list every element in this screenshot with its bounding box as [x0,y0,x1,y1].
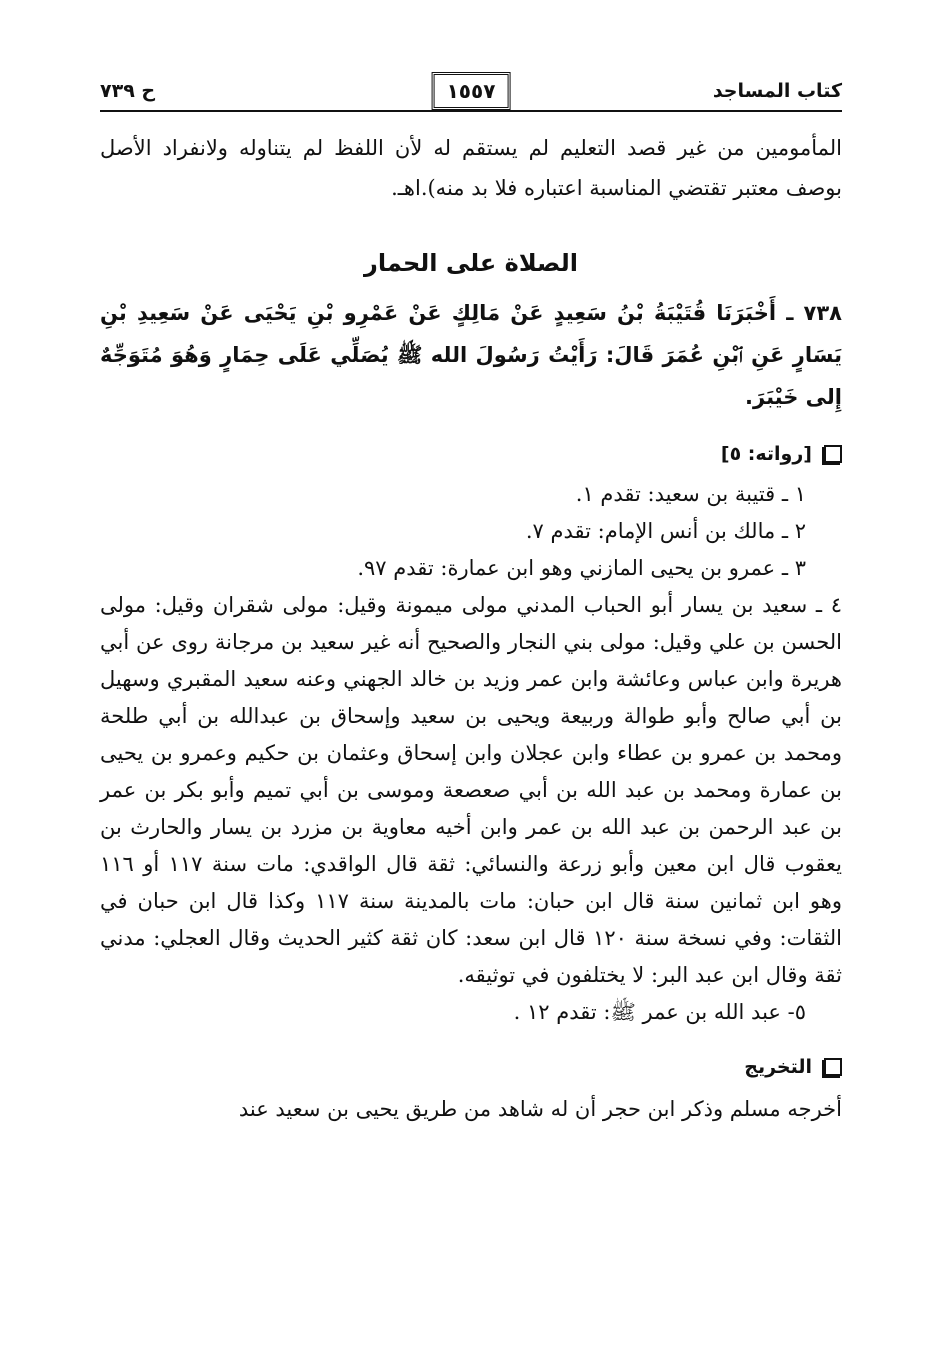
narrators-list [100,476,842,587]
narrators-heading-label: [رواته: ٥] [720,443,812,465]
square-bullet-icon [824,445,842,463]
narrator-item-long: ٤ ـ سعيد بن يسار أبو الحباب المدني مولى ميمونة وقيل: مولى شقران وقيل: مولى الحسن بن علي وقيل: مولى بني النجار والصحيح أنه غير سعيد بن مرجانة روى عن أبي هريرة وابن عباس وعائشة وابن عمر وزيد بن خالد الجهني وعنه سعيد المقبري وسهيل بن أبي صالح وأبو طوالة وربيعة ويحيى بن سعيد وإسحاق بن عبدالله بن أبي طلحة ومحمد بن عمرو بن عطاء وابن عجلان وابن إسحاق وعثمان بن حكيم وعمرو بن يحيى بن عمارة ومحمد بن عبد الله بن أبي صعصعة وموسى بن أبي تميم وأبو بكر بن عمر بن عبد الرحمن بن عبد الله بن عمر وابن أخيه معاوية بن مزرد بن يسار والحارث بن يعقوب قال ابن معين وأبو زرعة والنسائي: ثقة قال الواقدي: مات سنة ١١٧ أو ١١٦ وهو ابن ثمانين سنة قال ابن حبان: مات بالمدينة سنة ١١٧ وكذا قال ابن حبان في الثقات: وفي نسخة سنة ١٢٠ قال ابن سعد: كان ثقة كثير الحديث وقال العجلي: مدني ثقة وقال ابن عبد البر: لا يختلفون في توثيقه. [100,593,842,987]
section-title: الصلاة على الحمار [364,249,578,277]
narrator-item: ١ ـ قتيبة بن سعيد: تقدم ١. [575,482,806,506]
header-divider [100,110,842,112]
page-body [100,128,842,1129]
takhrij-text: أخرجه مسلم وذكر ابن حجر أن له شاهد من طريق يحيى بن سعيد عند [238,1097,842,1121]
narrator-item: ٥- عبد الله بن عمر ﷺ: تقدم ١٢ . [513,1000,806,1024]
intro-paragraph: المأمومين من غير قصد التعليم لم يستقم له لأن اللفظ لم يتناوله ولانفراد الأصل بوصف معتبر تقتضي المناسبة اعتباره فلا بد منه).اهـ. [100,136,842,200]
narrators-heading [100,436,842,472]
book-title: كتاب المساجد [712,80,842,102]
hadith-text: ٧٣٨ ـ أَخْبَرَنَا قُتَيْبَةُ بْنُ سَعِيدٍ عَنْ مَالِكٍ عَنْ عَمْرِو بْنِ يَحْيَى عَنْ سَعِيدِ بْنِ يَسَارٍ عَنِ ٱبْنِ عُمَرَ قَالَ: رَأَيْتُ رَسُولَ الله ﷺ يُصَلِّي عَلَى حِمَارٍ وَهُوَ مُتَوَجِّهٌ إِلى خَيْبَرَ. [100,301,842,409]
square-bullet-icon [824,1058,842,1076]
page-number: ١٥٥٧ [432,72,511,110]
takhrij-heading-label: التخريج [744,1056,812,1078]
page-header [100,72,842,110]
hadith-reference: ح ٧٣٩ [100,80,156,102]
narrator-item: ٢ ـ مالك بن أنس الإمام: تقدم ٧. [525,519,806,543]
narrator-item: ٣ ـ عمرو بن يحيى المازني وهو ابن عمارة: تقدم ٩٧. [357,556,806,580]
takhrij-heading [100,1049,842,1085]
